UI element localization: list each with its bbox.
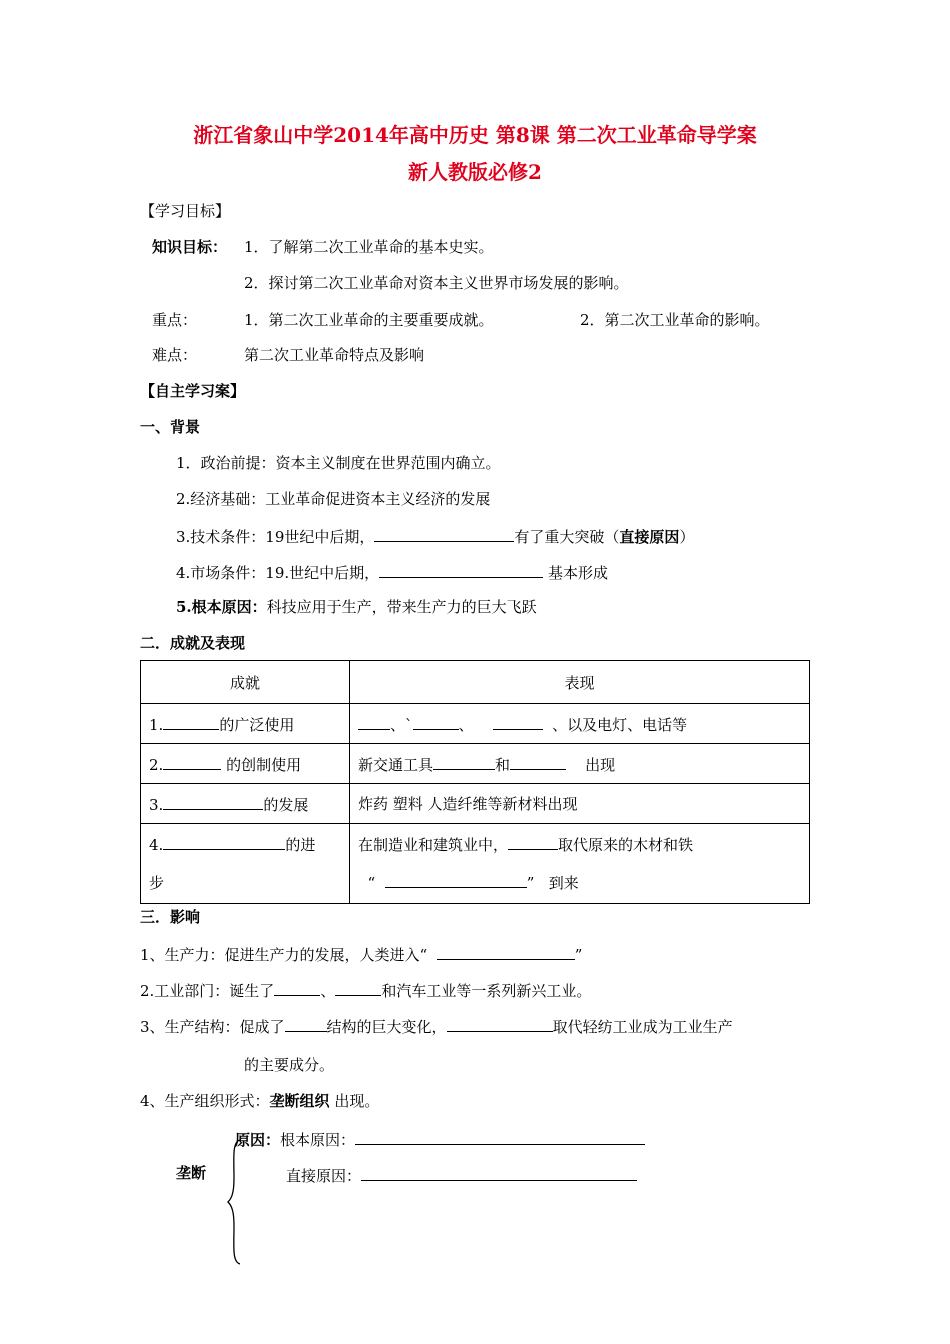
key-point-2: 2．第二次工业革命的影响。 xyxy=(580,311,770,329)
blank-field[interactable] xyxy=(379,561,543,578)
blank-field[interactable] xyxy=(447,1015,553,1032)
reason-row-root: 原因：根本原因： xyxy=(235,1128,645,1150)
difficulty-text: 第二次工业革命特点及影响 xyxy=(244,346,425,364)
row3-achievement: 3. 的发展 xyxy=(141,784,350,824)
blank-field[interactable] xyxy=(163,713,219,730)
background-item-1: 1．政治前提：资本主义制度在世界范围内确立。 xyxy=(176,454,501,472)
background-item-2: 2.经济基础：工业革命促进资本主义经济的发展 xyxy=(176,490,491,508)
blank-field[interactable] xyxy=(355,1128,645,1145)
blank-field[interactable] xyxy=(493,713,543,730)
blank-field[interactable] xyxy=(358,713,390,730)
difficulty-label: 难点： xyxy=(152,346,198,364)
blank-field[interactable] xyxy=(274,979,320,996)
knowledge-goal-2: 2．探讨第二次工业革命对资本主义世界市场发展的影响。 xyxy=(244,274,629,292)
row1-achievement: 1. 的广泛使用 xyxy=(141,704,350,744)
table-row xyxy=(141,704,810,744)
document-title-line1: 浙江省象山中学2014年高中历史 第8课 第二次工业革命导学案 xyxy=(193,123,757,147)
header-performance: 表现 xyxy=(350,661,810,704)
table-row xyxy=(141,784,810,824)
impact-item-1: 1、生产力：促进生产力的发展，人类进入“ ” xyxy=(140,943,582,965)
blank-field[interactable] xyxy=(508,833,558,850)
impact-item-4: 4、生产组织形式：垄断组织 出现。 xyxy=(140,1092,380,1110)
blank-field[interactable] xyxy=(163,753,221,770)
table-row xyxy=(141,744,810,784)
blank-field[interactable] xyxy=(335,979,381,996)
background-item-5: 5.根本原因：科技应用于生产，带来生产力的巨大飞跃 xyxy=(176,598,537,616)
achievements-table xyxy=(140,660,810,904)
blank-field[interactable] xyxy=(163,833,285,850)
impact-item-3: 3、生产结构：促成了 结构的巨大变化， 取代轻纺工业成为工业生产 xyxy=(140,1015,733,1037)
blank-field[interactable] xyxy=(374,525,514,542)
document-title-line2: 新人教版必修2 xyxy=(408,160,542,184)
self-study-heading: 【自主学习案】 xyxy=(140,382,246,400)
row2-performance: 新交通工具 和 出现 xyxy=(350,744,810,784)
goals-heading: 【学习目标】 xyxy=(140,202,231,220)
key-label: 重点： xyxy=(152,311,198,329)
row1-performance: 、` 、 、以及电灯、电话等 xyxy=(350,704,810,744)
row3-performance: 炸药 塑料 人造纤维等新材料出现 xyxy=(350,784,810,824)
reason-row-direct: 直接原因： xyxy=(286,1164,637,1186)
blank-field[interactable] xyxy=(285,1015,327,1032)
row4-achievement: 4. 的进 步 xyxy=(141,824,350,904)
knowledge-label: 知识目标： xyxy=(152,238,228,256)
section-impact-heading: 三．影响 xyxy=(140,908,201,926)
blank-field[interactable] xyxy=(437,943,575,960)
section-background-heading: 一、背景 xyxy=(140,418,201,436)
table-header-row xyxy=(141,661,810,704)
header-achievement: 成就 xyxy=(141,661,350,704)
impact-item-3-continued: 的主要成分。 xyxy=(244,1056,335,1074)
blank-field[interactable] xyxy=(163,793,263,810)
blank-field[interactable] xyxy=(361,1164,637,1181)
key-point-1: 1．第二次工业革命的主要重要成就。 xyxy=(244,311,494,329)
row2-achievement: 2. 的创制使用 xyxy=(141,744,350,784)
monopoly-label: 垄断 xyxy=(176,1164,207,1182)
background-item-4: 4.市场条件：19.世纪中后期， 基本形成 xyxy=(176,561,608,583)
blank-field[interactable] xyxy=(385,871,527,888)
blank-field[interactable] xyxy=(510,753,566,770)
blank-field[interactable] xyxy=(433,753,495,770)
section-achievements-heading: 二．成就及表现 xyxy=(140,634,246,652)
knowledge-goal-1: 1．了解第二次工业革命的基本史实。 xyxy=(244,238,494,256)
impact-item-2: 2.工业部门：诞生了 、 和汽车工业等一系列新兴工业。 xyxy=(140,979,591,1001)
row4-performance: 在制造业和建筑业中， 取代原来的木材和铁 “ ” 到来 xyxy=(350,824,810,904)
blank-field[interactable] xyxy=(413,713,459,730)
table-row xyxy=(141,824,810,904)
curly-brace-icon xyxy=(226,1138,242,1266)
background-item-3: 3.技术条件：19世纪中后期， 有了重大突破（直接原因） xyxy=(176,525,694,547)
